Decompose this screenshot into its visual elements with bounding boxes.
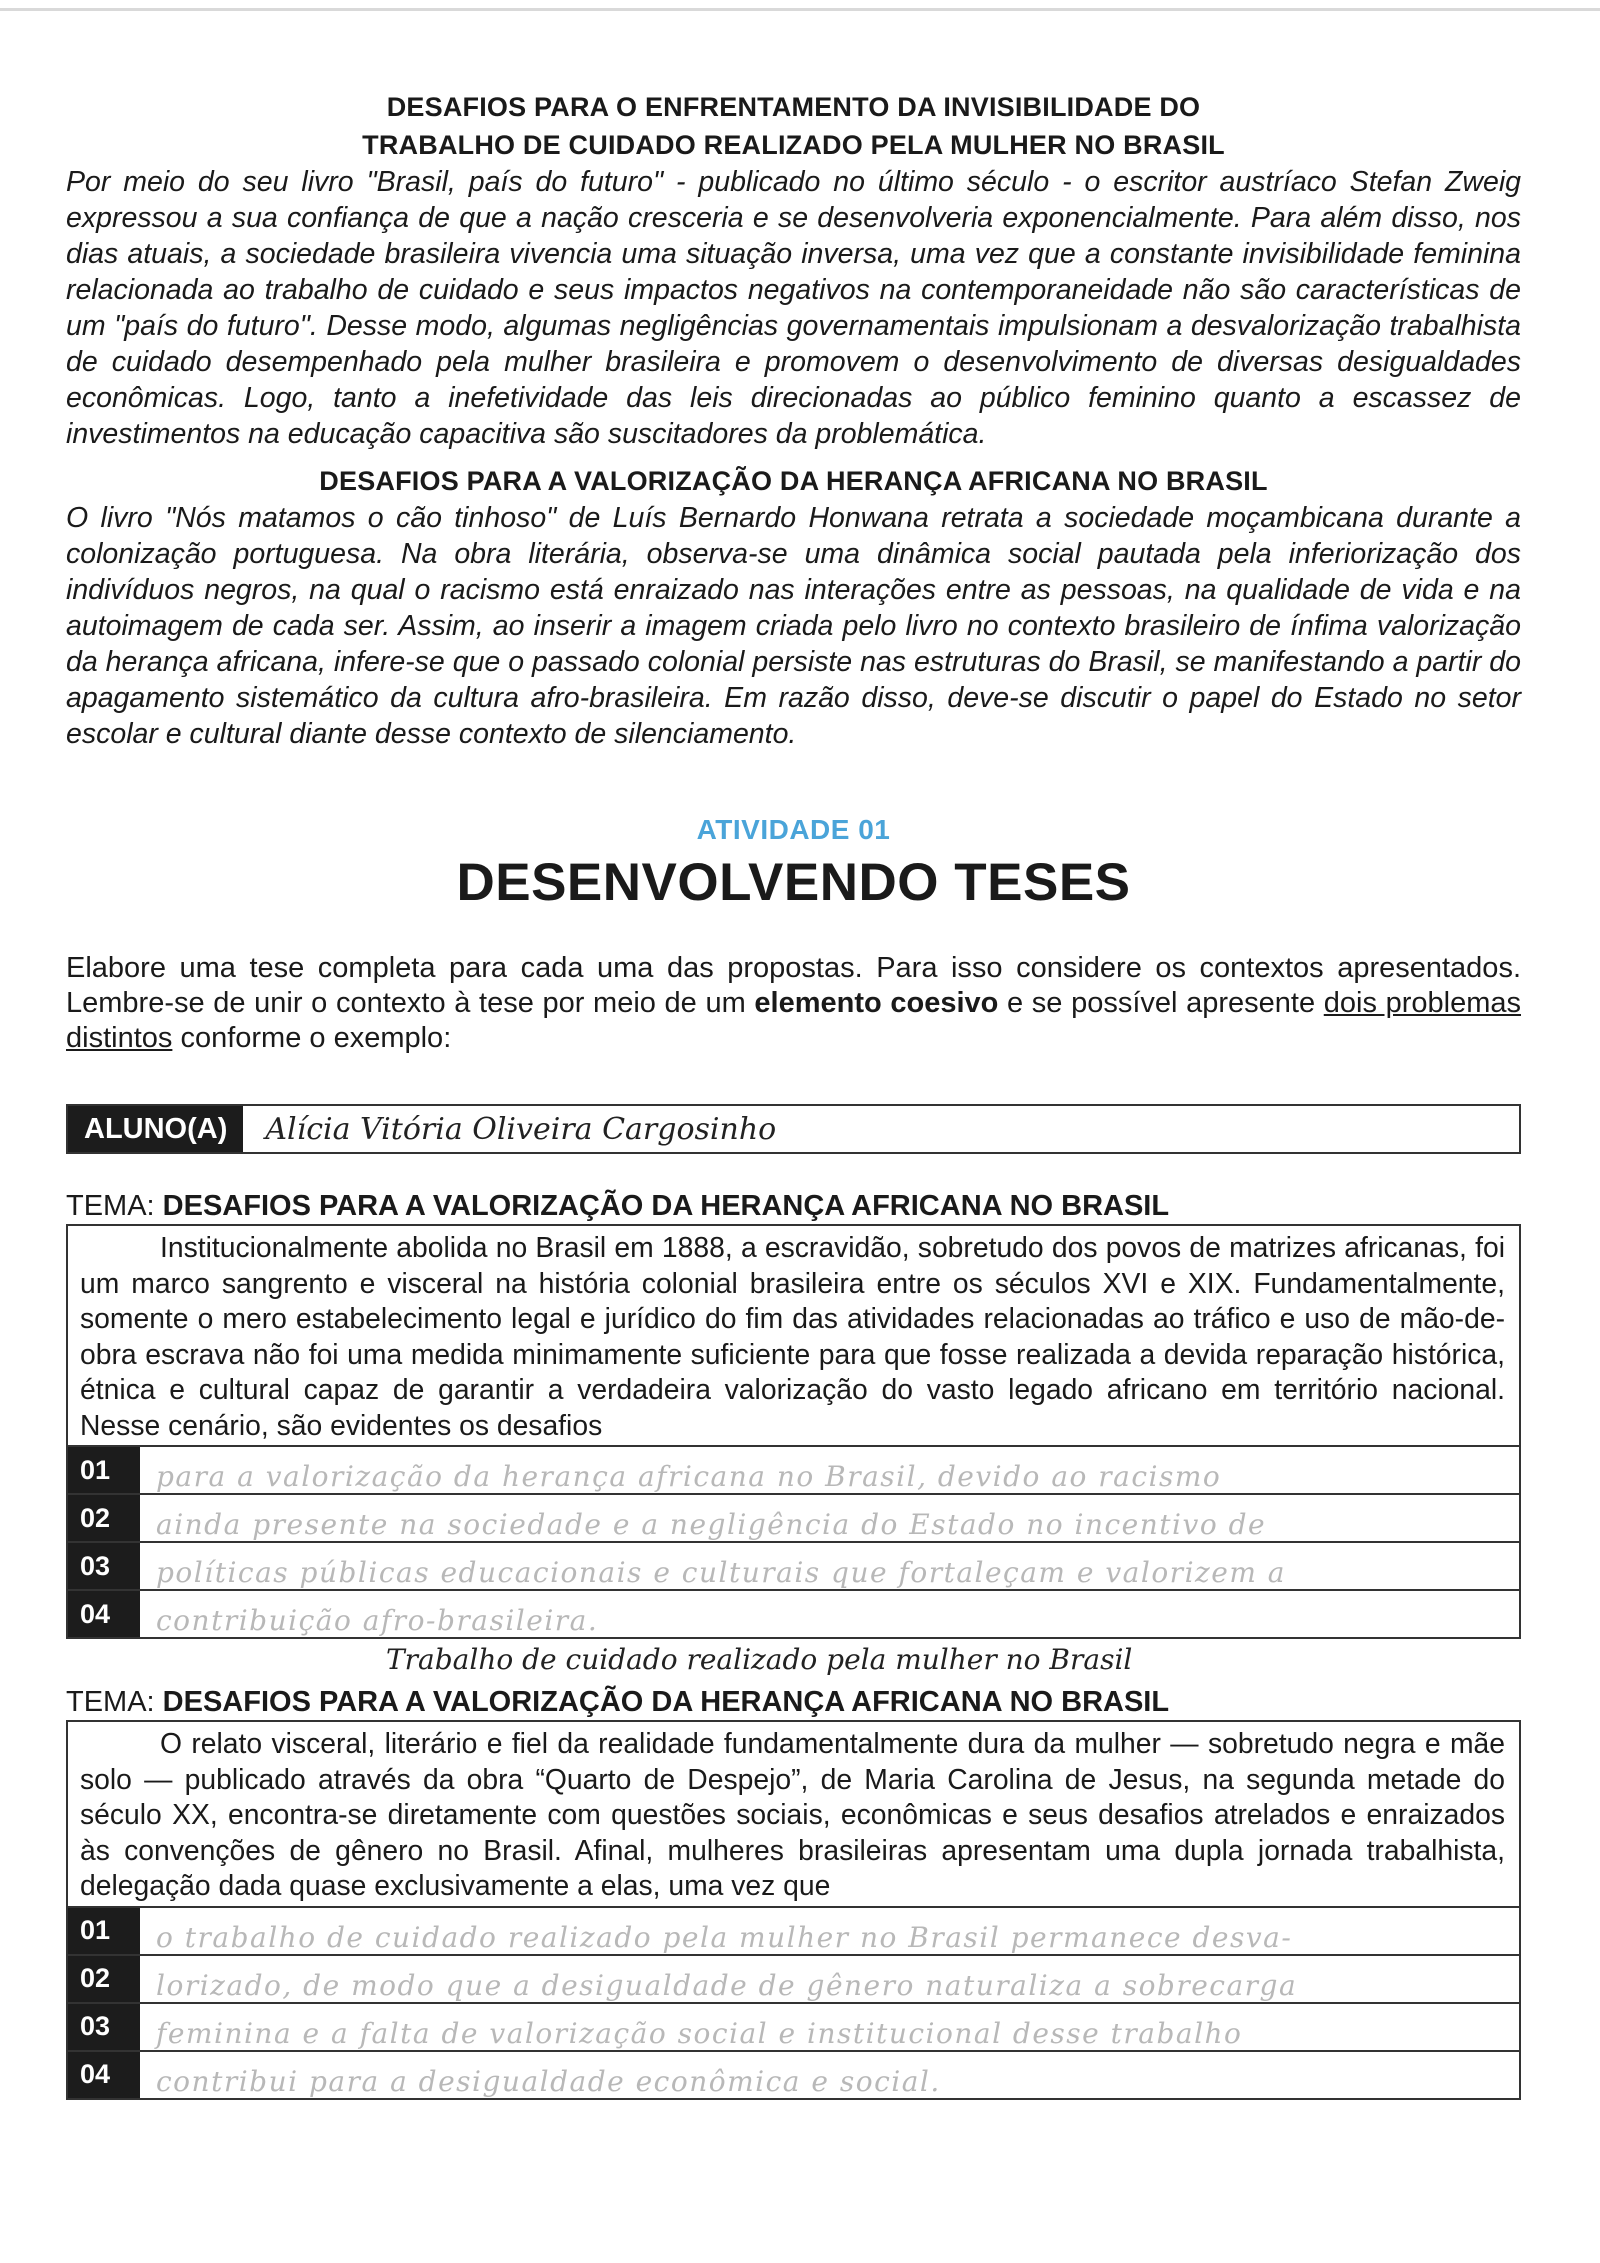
answer-line[interactable] [68,2050,1519,2098]
answer-line[interactable] [68,1954,1519,2002]
section2-heading: DESAFIOS PARA A VALORIZAÇÃO DA HERANÇA AFRICANA NO BRASIL [319,466,1268,496]
handwritten-answer: contribui para a desigualdade econômica e social. [156,2064,941,2098]
tema2-context-text: O relato visceral, literário e fiel da realidade fundamentalmente dura da mulher — sobretudo negra e mãe solo — publicado através da obra “Quarto de Despejo”, de Maria Carolina de Jesus, na segunda metade do século XX, encontra-se diretamente com questões sociais, econômicas e seus desafios atrelados e enraizados às convenções de gênero no Brasil. Afinal, mulheres brasileiras apresentam uma dupla jornada trabalhista, delegação dada quase exclusivamente a elas, uma vez que [80,1727,1505,1901]
answer-line[interactable] [68,1541,1519,1589]
line-number: 02 [68,1956,140,2002]
handwritten-note: Trabalho de cuidado realizado pela mulher no Brasil [386,1643,1133,1676]
section1-heading-line1: DESAFIOS PARA O ENFRENTAMENTO DA INVISIBILIDADE DO [386,92,1201,122]
answer-line[interactable] [68,1493,1519,1541]
instructions-part1: Elabore uma tese completa para cada uma das propostas. Para isso considere os contextos apresentados. Lembre-se de unir o contexto à tese por meio de um [66,952,1521,1019]
activity-instructions [66,951,1521,1056]
line-number: 02 [68,1495,140,1541]
tema1-context-text: Institucionalmente abolida no Brasil em 1888, a escravidão, sobretudo dos povos de matrizes africanas, foi um marco sangrento e visceral na história colonial brasileira entre os séculos XVI e XIX. Fundamentalmente, somente o mero estabelecimento legal e jurídico do fim das atividades relacionadas ao tráfico e uso de mão-de-obra escrava não foi uma medida minimamente suficiente para que fosse realizada a devida reparação histórica, étnica e cultural capaz de garantir a verdadeira valorização do vasto legado africano em território nacional. Nesse cenário, são evidentes os desafios [80,1231,1505,1441]
line-number: 03 [68,1543,140,1589]
scan-top-edge [0,8,1600,11]
tema1-box [66,1224,1521,1639]
tema2-answer-lines [68,1906,1519,2098]
line-number: 03 [68,2004,140,2050]
tema1-prefix: TEMA: [66,1190,163,1222]
worksheet-page [66,88,1521,2100]
line-number: 04 [68,2052,140,2098]
line-number: 01 [68,1447,140,1493]
line-number: 04 [68,1591,140,1637]
section-heranca-africana [66,462,1521,752]
answer-line[interactable] [68,2002,1519,2050]
tema2-prefix: TEMA: [66,1686,163,1718]
handwritten-answer: contribuição afro-brasileira. [156,1604,599,1637]
section-invisibilidade [66,88,1521,452]
handwritten-answer: o trabalho de cuidado realizado pela mulher no Brasil permanece desva- [156,1920,1293,1954]
tema1-answer-lines [68,1445,1519,1637]
tema2-title-text: DESAFIOS PARA A VALORIZAÇÃO DA HERANÇA AFRICANA NO BRASIL [162,1686,1170,1718]
instructions-bold: elemento coesivo [754,987,999,1019]
section2-example-text: O livro "Nós matamos o cão tinhoso" de Luís Bernardo Honwana retrata a sociedade moçambicana durante a colonização portuguesa. Na obra literária, observa-se uma dinâmica social pautada pela inferiorização dos indivíduos negros, na qual o racismo está enraizado nas interações entre as pessoas, na qualidade de vida e na autoimagem de cada ser. Assim, ao inserir a imagem criada pelo livro no contexto brasileiro de ínfima valorização da herança africana, infere-se que o passado colonial persiste nas estruturas do Brasil, se manifestando a partir do apagamento sistemático da cultura afro-brasileira. Em razão disso, deve-se discutir o papel do Estado no setor escolar e cultural diante desse contexto de silenciamento. [66,502,1521,750]
section1-example-text: Por meio do seu livro "Brasil, país do futuro" - publicado no último século - o escritor austríaco Stefan Zweig expressou a sua confiança de que a nação cresceria e se desenvolveria exponencialmente. Para além disso, nos dias atuais, a sociedade brasileira vivencia uma situação inversa, uma vez que a constante invisibilidade feminina relacionada ao trabalho de cuidado e seus impactos negativos na contemporaneidade não são características de um "país do futuro". Desse modo, algumas negligências governamentais impulsionam a desvalorização trabalhista de cuidado desempenhado pela mulher brasileira e promovem o desenvolvimento de diversas desigualdades econômicas. Logo, tanto a inefetividade das leis direcionadas ao público feminino quanto a escassez de investimentos na educação capacitiva são suscitadores da problemática. [66,166,1521,450]
student-field [66,1104,1521,1154]
instructions-part2: e se possível apresente [998,987,1324,1019]
student-label: ALUNO(A) [68,1106,243,1152]
answer-line[interactable] [68,1445,1519,1493]
answer-line[interactable] [68,1906,1519,1954]
tema2-box [66,1720,1521,2100]
tema1-title-text: DESAFIOS PARA A VALORIZAÇÃO DA HERANÇA AFRICANA NO BRASIL [162,1190,1170,1222]
answer-line[interactable] [68,1589,1519,1637]
line-number: 01 [68,1908,140,1954]
student-name-handwritten[interactable]: Alícia Vitória Oliveira Cargosinho [265,1111,777,1147]
handwritten-answer: políticas públicas educacionais e culturais que fortaleçam e valorizem a [156,1556,1286,1589]
instructions-underline: dois problemas distintos [66,987,1521,1054]
activity-label: ATIVIDADE 01 [696,814,891,845]
instructions-part3: conforme o exemplo: [172,1022,452,1054]
tema1-title [66,1188,1521,1224]
handwritten-answer: lorizado, de modo que a desigualdade de gênero naturaliza a sobrecarga [156,1968,1298,2002]
activity-title: DESENVOLVENDO TESES [456,853,1131,912]
section1-heading-line2: TRABALHO DE CUIDADO REALIZADO PELA MULHER NO BRASIL [362,130,1225,160]
tema2-title [66,1684,1521,1720]
handwritten-answer: para a valorização da herança africana no Brasil, devido ao racismo [156,1460,1222,1493]
handwritten-answer: feminina e a falta de valorização social e institucional desse trabalho [156,2016,1243,2050]
handwritten-answer: ainda presente na sociedade e a negligência do Estado no incentivo de [156,1508,1267,1541]
